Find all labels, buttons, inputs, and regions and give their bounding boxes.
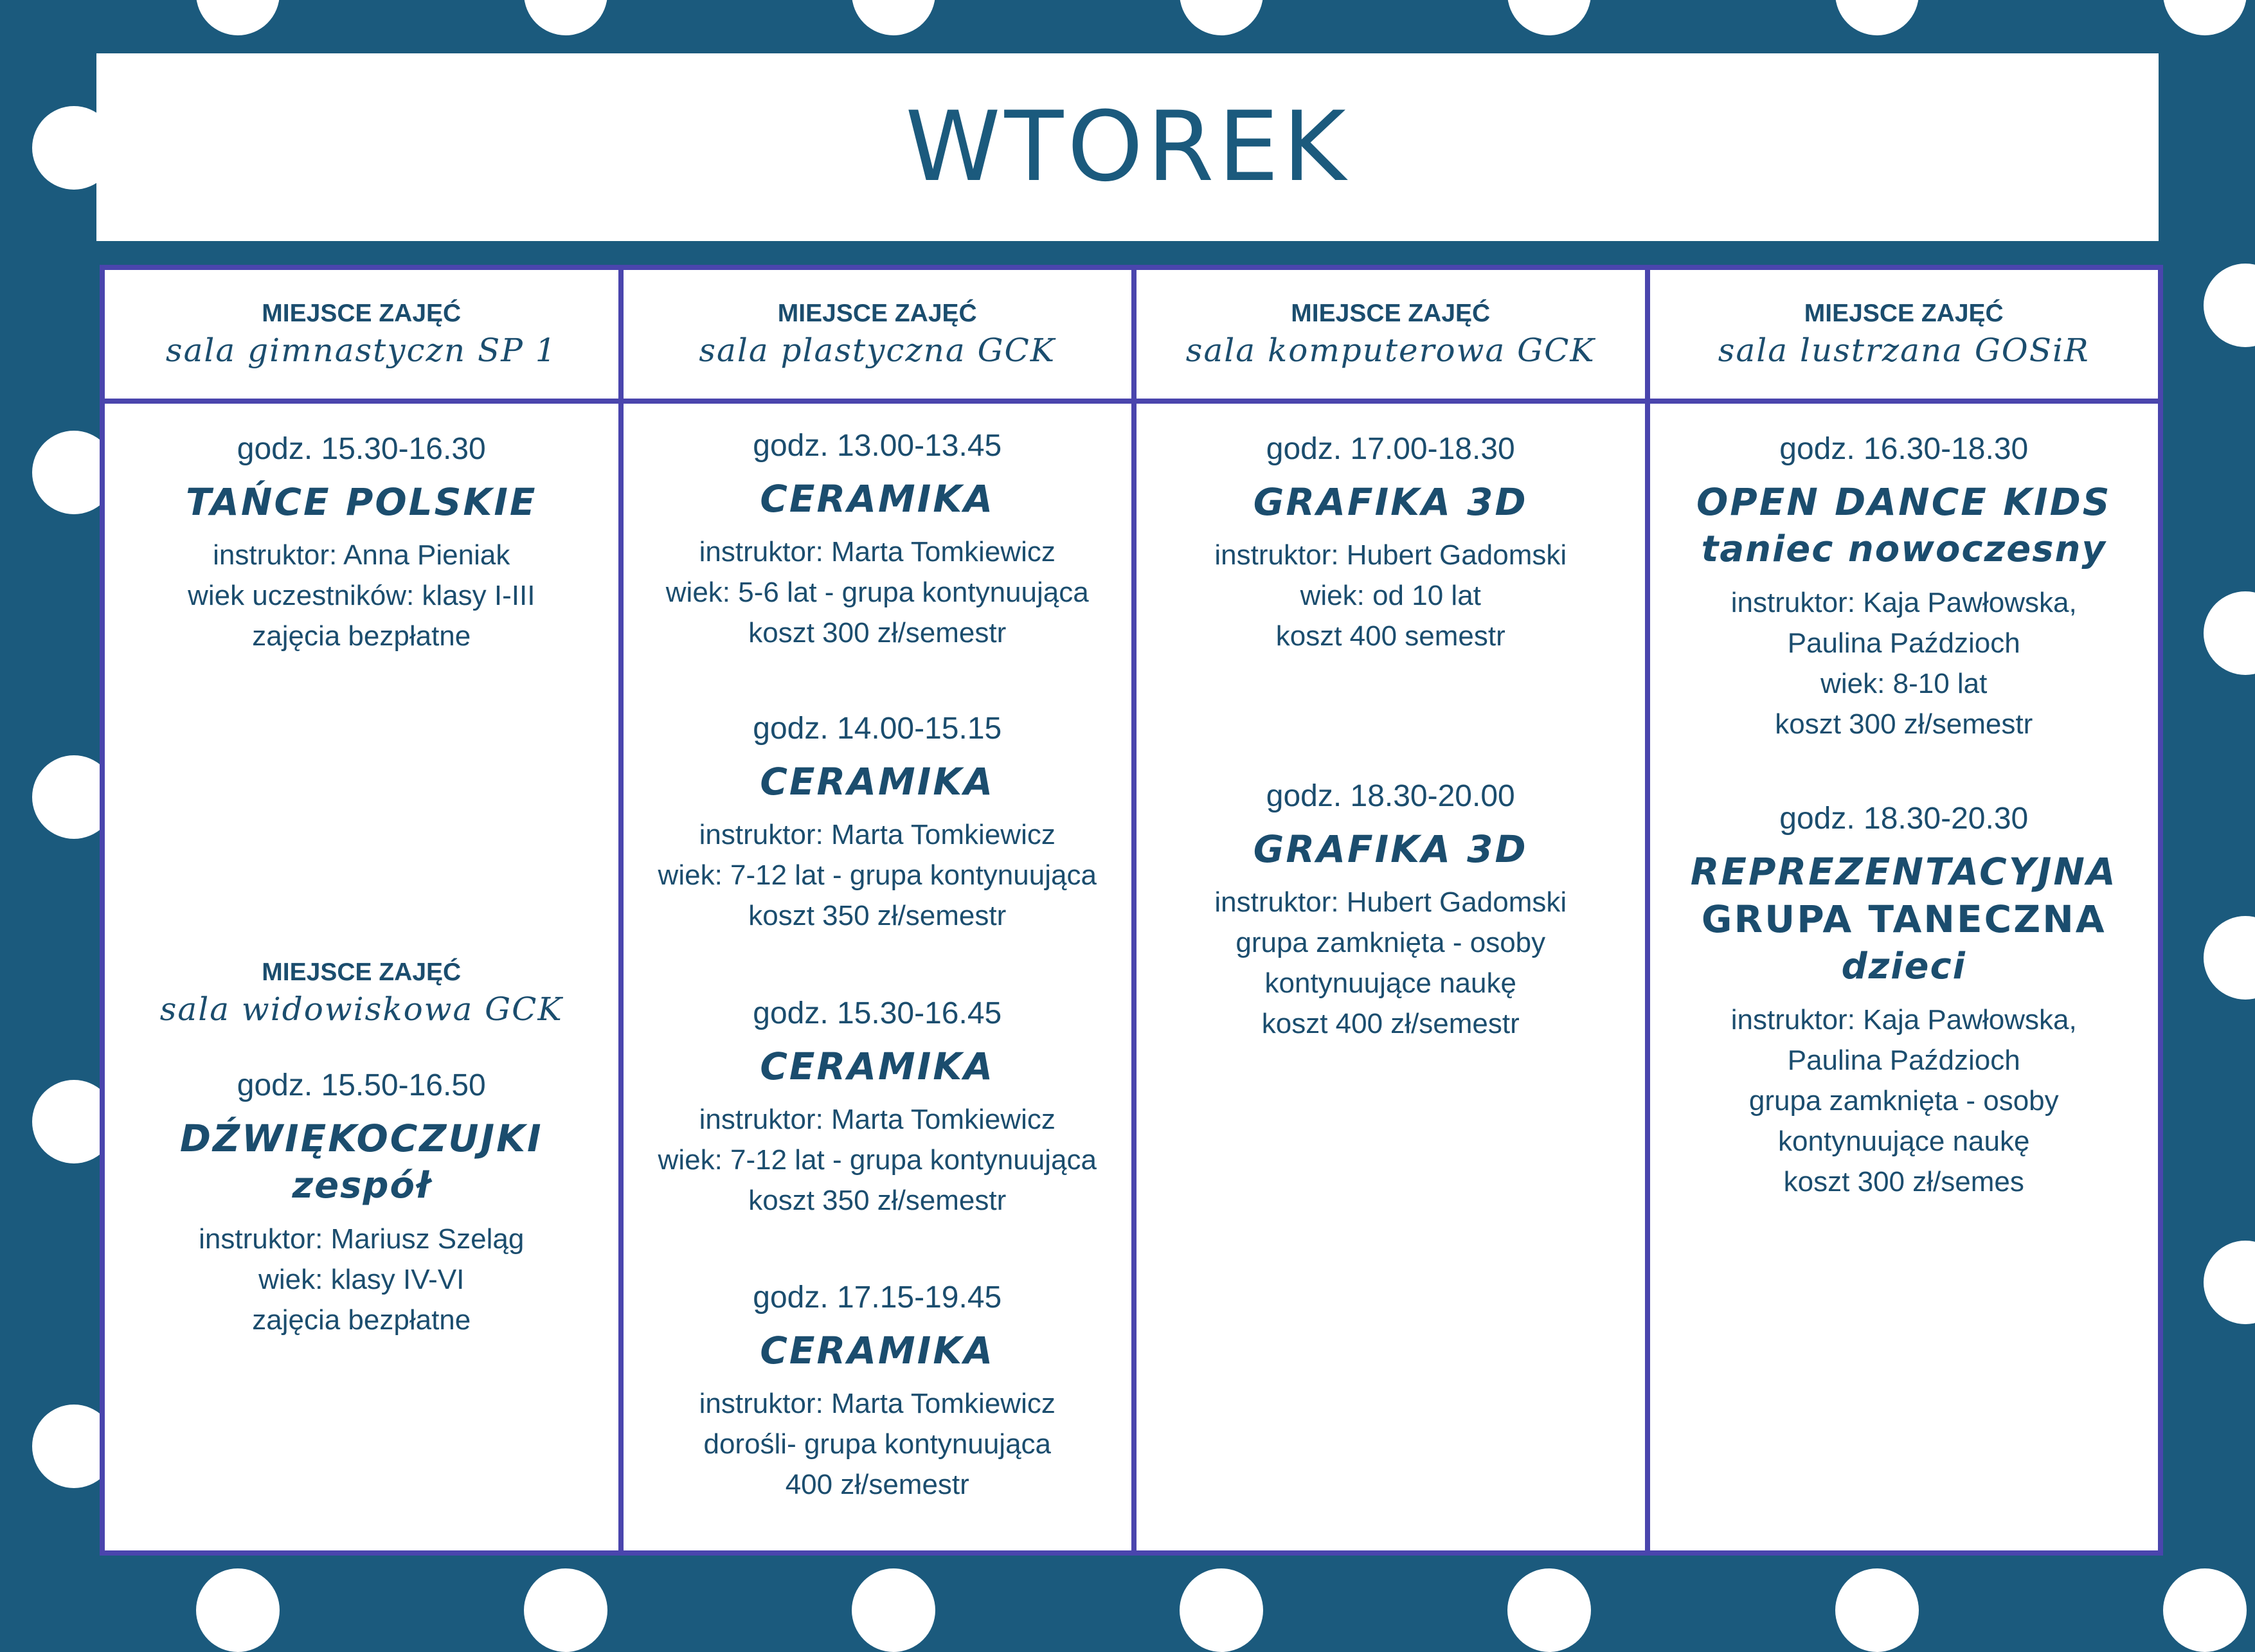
location-label: MIEJSCE ZAJĘĆ — [262, 958, 462, 986]
instructor-text: instruktor: Marta Tomkiewicz — [699, 1104, 1056, 1135]
page-title: WTOREK — [905, 91, 1350, 203]
class-block — [1650, 799, 2159, 1202]
decorative-dot — [1180, 0, 1263, 35]
class-block — [105, 429, 618, 656]
group-text: grupa zamknięta - osoby — [1748, 1085, 2059, 1117]
class-name: GRAFIKA 3D — [1253, 480, 1528, 524]
decorative-dot — [852, 1568, 935, 1652]
decorative-dot — [2204, 916, 2255, 1000]
age-text: wiek: 5-6 lat - grupa kontynuująca — [665, 577, 1089, 608]
price-text: koszt 350 zł/semestr — [748, 1185, 1007, 1216]
column-mirror-room — [1645, 270, 2159, 1550]
class-name: GRAFIKA 3D — [1253, 827, 1528, 871]
column-body — [1136, 404, 1645, 1550]
decorative-dot — [1507, 0, 1591, 35]
column-body — [624, 404, 1132, 1550]
instructor-text: instruktor: Marta Tomkiewicz — [699, 536, 1056, 568]
class-block — [105, 1066, 618, 1340]
class-name-line2: GRUPA TANECZNA — [1701, 897, 2107, 941]
age-text: wiek: od 10 lat — [1300, 580, 1481, 611]
class-name: CERAMIKA — [760, 760, 995, 804]
column-header — [1650, 270, 2159, 404]
price-text: koszt 400 semestr — [1275, 620, 1505, 652]
price-text: 400 zł/semestr — [785, 1469, 969, 1500]
class-hours: godz. 17.15-19.45 — [753, 1280, 1002, 1315]
instructor-text: instruktor: Hubert Gadomski — [1214, 539, 1567, 571]
class-info — [105, 1219, 618, 1340]
age-text: wiek: 8-10 lat — [1820, 668, 1988, 699]
class-info — [1650, 1000, 2159, 1202]
location-name: sala gimnastyczn SP 1 — [165, 332, 557, 369]
class-name: TAŃCE POLSKIE — [185, 480, 537, 524]
decorative-dot — [852, 0, 935, 35]
instructor-text: instruktor: Anna Pieniak — [213, 539, 510, 571]
price-text: zajęcia bezpłatne — [252, 1304, 471, 1336]
class-info — [105, 535, 618, 656]
class-block — [624, 709, 1132, 936]
class-name: DŹWIĘKOCZUJKI — [179, 1117, 543, 1160]
group-text: grupa zamknięta - osoby — [1235, 927, 1546, 958]
class-hours: godz. 14.00-15.15 — [753, 712, 1002, 746]
decorative-dot — [524, 1568, 607, 1652]
class-info — [624, 814, 1132, 936]
class-subtitle: dzieci — [1841, 946, 1966, 987]
decorative-dot — [2204, 591, 2255, 675]
price-text: koszt 300 zł/semestr — [1775, 708, 2033, 740]
column-body — [105, 404, 618, 1550]
class-hours: godz. 18.30-20.30 — [1779, 802, 2029, 836]
decorative-dot — [1507, 1568, 1591, 1652]
age-text: wiek uczestników: klasy I-III — [188, 580, 535, 611]
class-info — [624, 1099, 1132, 1221]
group-text: kontynuujące naukę — [1264, 967, 1516, 999]
age-text: wiek: 7-12 lat - grupa kontynuująca — [658, 1144, 1097, 1176]
column-gym — [105, 270, 618, 1550]
instructor-text: instruktor: Hubert Gadomski — [1214, 886, 1567, 918]
location-label: MIEJSCE ZAJĘĆ — [1804, 300, 2004, 327]
class-subtitle: zespół — [292, 1165, 431, 1207]
class-hours: godz. 13.00-13.45 — [753, 429, 1002, 463]
column-computer-room — [1131, 270, 1645, 1550]
column-header — [105, 270, 618, 404]
instructor-text: instruktor: Marta Tomkiewicz — [699, 819, 1056, 850]
class-block — [624, 426, 1132, 653]
decorative-dot — [2163, 1568, 2247, 1652]
class-info — [624, 1383, 1132, 1505]
location-name: sala widowiskowa GCK — [159, 991, 563, 1028]
class-info — [624, 532, 1132, 653]
class-block — [1136, 777, 1645, 1044]
location-name: sala plastyczna GCK — [699, 332, 1056, 369]
decorative-dot — [1180, 1568, 1263, 1652]
class-block — [624, 1278, 1132, 1505]
price-text: koszt 350 zł/semestr — [748, 900, 1007, 931]
age-text: wiek: klasy IV-VI — [258, 1264, 465, 1295]
price-text: zajęcia bezpłatne — [252, 620, 471, 652]
class-hours: godz. 16.30-18.30 — [1779, 432, 2029, 466]
price-text: koszt 400 zł/semestr — [1261, 1008, 1520, 1039]
decorative-dot — [2163, 0, 2247, 35]
instructor-text: Paulina Paździoch — [1787, 1045, 2020, 1076]
price-text: koszt 300 zł/semestr — [748, 617, 1007, 649]
location-name: sala komputerowa GCK — [1185, 332, 1595, 369]
title-banner — [96, 53, 2159, 241]
column-header — [624, 270, 1132, 404]
age-text: wiek: 7-12 lat - grupa kontynuująca — [658, 859, 1097, 891]
column-header — [1136, 270, 1645, 404]
class-subtitle: taniec nowoczesny — [1701, 528, 2107, 570]
class-hours: godz. 18.30-20.00 — [1266, 779, 1515, 813]
price-text: koszt 300 zł/semes — [1783, 1166, 2024, 1198]
class-hours: godz. 15.30-16.30 — [237, 432, 486, 466]
group-text: kontynuujące naukę — [1778, 1126, 2030, 1157]
class-block — [624, 994, 1132, 1221]
instructor-text: Paulina Paździoch — [1787, 627, 2020, 659]
instructor-text: instruktor: Marta Tomkiewicz — [699, 1388, 1056, 1419]
location-name: sala lustrzana GOSiR — [1718, 332, 2090, 369]
class-name: REPREZENTACYJNA — [1690, 850, 2117, 893]
class-info — [1136, 535, 1645, 656]
class-hours: godz. 17.00-18.30 — [1266, 432, 1515, 466]
class-name: CERAMIKA — [760, 1045, 995, 1088]
class-block — [1650, 429, 2159, 744]
decorative-dot — [2204, 1241, 2255, 1324]
decorative-dot — [1835, 0, 1919, 35]
column-body — [1650, 404, 2159, 1550]
instructor-text: instruktor: Mariusz Szeląg — [199, 1223, 525, 1255]
class-hours: godz. 15.50-16.50 — [237, 1068, 486, 1102]
location-label: MIEJSCE ZAJĘĆ — [1291, 300, 1491, 327]
class-info — [1650, 582, 2159, 744]
instructor-text: instruktor: Kaja Pawłowska, — [1730, 1004, 2077, 1036]
location-label: MIEJSCE ZAJĘĆ — [262, 300, 462, 327]
location-label: MIEJSCE ZAJĘĆ — [777, 300, 977, 327]
class-info — [1136, 882, 1645, 1044]
decorative-dot — [2204, 264, 2255, 347]
class-name: CERAMIKA — [760, 477, 995, 521]
instructor-text: instruktor: Kaja Pawłowska, — [1730, 587, 2077, 618]
class-name: OPEN DANCE KIDS — [1696, 480, 2112, 524]
age-text: dorośli- grupa kontynuująca — [703, 1428, 1052, 1460]
decorative-dot — [1835, 1568, 1919, 1652]
class-hours: godz. 15.30-16.45 — [753, 996, 1002, 1030]
class-name: CERAMIKA — [760, 1329, 995, 1372]
schedule-table — [100, 265, 2163, 1556]
decorative-dot — [196, 0, 280, 35]
column-art-room — [618, 270, 1132, 1550]
decorative-dot — [524, 0, 607, 35]
sub-location-header — [105, 956, 618, 1030]
class-block — [1136, 429, 1645, 656]
decorative-dot — [196, 1568, 280, 1652]
